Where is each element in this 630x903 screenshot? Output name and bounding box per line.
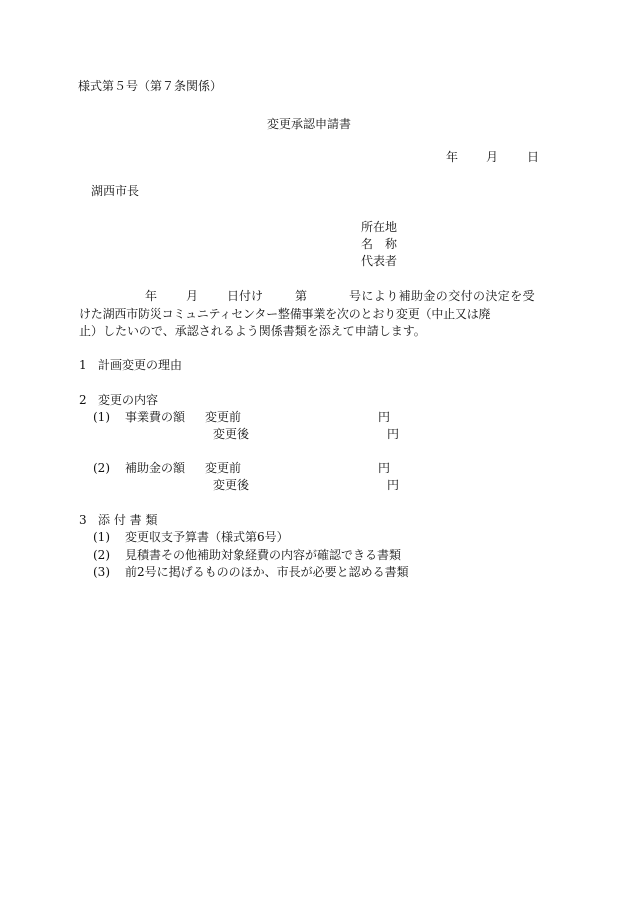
- content-item1-before-unit: 円: [378, 410, 391, 424]
- body-line2: けた湖西市防災コミュニティセンター整備事業を次のとおり変更（中止又は廃: [79, 307, 491, 321]
- content-item2-number: (2): [93, 461, 110, 475]
- body-year: 年: [145, 289, 158, 303]
- section3-number: 3: [79, 513, 87, 527]
- content-item1-after-label: 変更後: [213, 427, 250, 441]
- section2-number: 2: [79, 393, 87, 407]
- content-item1-before-label: 変更前: [205, 410, 242, 424]
- content-item1-label: 事業費の額: [125, 410, 186, 424]
- attachment-item1-number: (1): [93, 530, 110, 544]
- addressee: 湖西市長: [91, 184, 140, 198]
- applicant-name-label: 名 称: [361, 237, 398, 251]
- content-item2-before-label: 変更前: [205, 461, 242, 475]
- date-day: 日: [527, 150, 540, 164]
- content-item2-label: 補助金の額: [125, 461, 186, 475]
- section1-title: 計画変更の理由: [98, 358, 183, 372]
- applicant-address-label: 所在地: [361, 220, 398, 234]
- document-title: 変更承認申請書: [267, 117, 352, 131]
- content-item2-before-unit: 円: [378, 461, 391, 475]
- body-line1-rest: 号により補助金の交付の決定を受: [349, 289, 536, 303]
- date-year: 年: [446, 150, 459, 164]
- applicant-representative-label: 代表者: [361, 254, 398, 268]
- body-line3: 止）したいので、承認されるよう関係書類を添えて申請します。: [79, 324, 426, 338]
- body-month: 月: [186, 289, 199, 303]
- content-item2-after-label: 変更後: [213, 478, 250, 492]
- attachment-item3-text: 前2号に掲げるもののほか、市長が必要と認める書類: [125, 565, 409, 579]
- content-item1-after-unit: 円: [387, 427, 400, 441]
- section1-number: 1: [79, 358, 87, 372]
- attachment-item2-number: (2): [93, 548, 110, 562]
- attachment-item3-number: (3): [93, 565, 110, 579]
- content-item2-after-unit: 円: [387, 478, 400, 492]
- body-date-suffix: 日付け: [227, 289, 264, 303]
- attachment-item1-text: 変更収支予算書（様式第6号）: [125, 530, 289, 544]
- form-number: 様式第５号（第７条関係）: [78, 79, 223, 93]
- body-number-prefix: 第: [295, 289, 308, 303]
- section2-title: 変更の内容: [98, 393, 159, 407]
- date-month: 月: [486, 150, 499, 164]
- attachment-item2-text: 見積書その他補助対象経費の内容が確認できる書類: [125, 548, 402, 562]
- section3-title: 添 付 書 類: [98, 513, 158, 527]
- content-item1-number: (1): [93, 410, 110, 424]
